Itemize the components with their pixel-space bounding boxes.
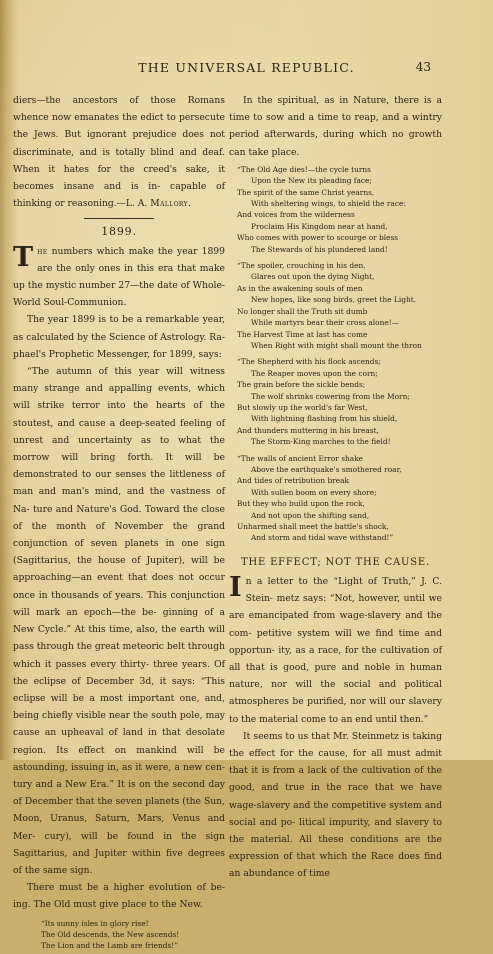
left-paragraph-1	[13, 92, 225, 212]
poem-line: With lightning flashing from his shield,	[251, 414, 398, 424]
poem-line: And tides of retribution break	[237, 476, 349, 486]
poem-stanza	[237, 453, 442, 544]
drop-cap-i: I	[229, 572, 242, 604]
left-paragraph-2-text: numbers which make the year 1899 are the only ones in this era that make up the mystic number 27—the date of Whole-World Soul-Communion.	[13, 245, 225, 309]
right-paragraph-3: It seems to us that Mr. Steinmetz is taking the effect for the cause, for all must admit that it is from a lack of the cultivation of the good, and true in the race that we have wage-slavery and the competitive system and social and po- litical impurity, and slavery to the material. All these conditions are the expression of that which the Race does find an abundance of time	[229, 730, 442, 880]
poem-line: Who comes with power to scourge or bless	[237, 233, 399, 243]
poem-line: The Reaper moves upon the corn;	[251, 368, 378, 378]
left-column	[13, 92, 225, 954]
poem-line: Above the earthquake's smothered roar,	[251, 464, 402, 474]
poem-line: “The Shepherd with his flock ascends;	[237, 357, 381, 367]
author-name: Mallory.	[150, 198, 192, 210]
poem-line: “The walls of ancient Error shake	[237, 453, 364, 463]
drop-cap-t: T	[13, 241, 34, 273]
poem-line: “The Old Age dies!—the cycle turns	[237, 164, 371, 174]
poem-line: And thunders muttering in his breast,	[237, 425, 379, 435]
poem-line: The Storm-King marches to the field!	[251, 437, 391, 447]
poem-line: With sheltering wings, to shield the race:	[251, 199, 406, 209]
right-paragraph-2-text: n a letter to the “Light of Truth,” J. C. Stein- metz says: “Not, however, until we are emancipated from wage-slavery and the com- petitive system will we find time and opportun- ity, as a race, for the cultivation of all that is good, pure and noble in human nature, nor will the social and political atmospheres be purified, nor will our slavery to the material come to an end until then.”	[229, 576, 442, 725]
poem-line: When Right with might shall mount the thron	[251, 340, 422, 350]
poem-line: No longer shall the Truth sit dumb	[237, 306, 368, 316]
poem-line: Proclaim His Kingdom near at hand,	[251, 221, 388, 231]
poem-line: As in the awakening souls of men	[237, 283, 363, 293]
page-header	[0, 60, 493, 76]
poem-line: Unharmed shall meet the battle's shock,	[237, 522, 389, 531]
poem-line: With sullen boom on every shore;	[251, 487, 377, 497]
poem-line: The grain before the sickle bends;	[237, 380, 366, 390]
left-poem	[13, 918, 225, 952]
poem-line: And storm and tidal wave withstand!”	[251, 533, 394, 543]
poem-line: And not upon the shifting sand,	[251, 510, 370, 520]
right-paragraph-2	[229, 573, 442, 728]
poem-stanza	[237, 356, 442, 447]
poem-line: But slowly up the world's far West,	[237, 402, 368, 412]
running-title: THE UNIVERSAL REPUBLIC.	[138, 60, 355, 75]
section-title-effect: THE EFFECT; NOT THE CAUSE.	[241, 556, 430, 568]
poem-line: The Lion and the Lamb are friends!”	[41, 941, 179, 951]
left-paragraph-4: “The autumn of this year will witness many strange and appalling events, which will strike terror into the hearts of the stoutest, and cause a deep-seated feeling of unrest and uncertainty as to what the morrow will bring forth. It will be demonstrated to our senses the littleness of man and man's mind, and the vastness of Na- ture and Nature's God. Toward the close of the month of November the grand conjunction of seven planets in one sign (Sagittarius, the house of Jupiter), will be approaching—an event that does not occur once in thousands of years. This conjunction will mark an epoch—the be- ginning of a New Cycle.” At this time, also, the earth will pass through the great meteoric belt through which it passes every thirty- three years. Of the eclipse of December 3d, it says: “This eclipse will be a most important one, and, being chiefly visible near the south pole, may cause an upheaval of land in that desolate region. Its effect on mankind will be astounding, issuing in, as it were, a new cen- tury and a New Era.” It is on the second day of December that the seven planets (the Sun, Moon, Uranus, Saturn, Mars, Venus and Mer- cury), will be found in the sign Sagittarius, and Jupiter within five degrees of the same sign.	[13, 366, 225, 876]
drop-cap-continuation: he	[37, 245, 48, 257]
poem-stanza	[237, 164, 442, 255]
poem-line: Glares out upon the dying Night,	[251, 272, 375, 282]
poem-stanza	[237, 260, 442, 351]
poem-line: The Old descends, the New ascends!	[41, 929, 180, 939]
left-paragraph-5: There must be a higher evolution of be- ing. The Old must give place to the New.	[13, 882, 225, 911]
right-poem	[229, 164, 442, 544]
left-paragraph-1-text: diers—the ancestors of those Romans whence now emanates the edict to persecute the Jews. But ignorant prejudice does not discriminate, and is totally blind and deaf. When it hates for the creed's sake, it becomes insane and is in- capable of thinking or reasoning.—L. A.	[13, 95, 225, 210]
poem-line: But they who build upon the rock,	[237, 499, 365, 509]
poem-line: Upon the New its pleading face;	[251, 176, 372, 186]
poem-line: While martyrs bear their cross alone!—	[251, 318, 400, 328]
poem-line: The Stewards of his plundered land!	[251, 244, 388, 254]
poem-line: The spirit of the same Christ yearns,	[237, 187, 375, 197]
poem-line: “Its sunny isles in glory rise!	[41, 918, 149, 928]
left-paragraph-3: The year 1899 is to be a remarkable year, as calculated by the Science of Astrology. Ra- phael's Prophetic Messenger, for 1899, says:	[13, 314, 225, 360]
poem-line: “The spoiler, crouching in his den,	[237, 261, 366, 271]
left-paragraph-2	[13, 243, 225, 312]
poem-line: The Harvest Time at last has come	[237, 329, 368, 339]
poem-line: The wolf shrinks cowering from the Morn;	[251, 391, 410, 401]
poem-line: New hopes, like song birds, greet the Light.	[251, 295, 417, 305]
section-title-1899: 1899.	[101, 225, 137, 239]
poem-line: And voices from the wilderness	[237, 210, 355, 220]
right-paragraph-1: In the spiritual, as in Nature, there is a time to sow and a time to reap, and a wintry period afterwards, during which no growth can take place.	[229, 95, 442, 158]
right-column	[229, 92, 442, 883]
section-divider	[84, 218, 154, 219]
page-number: 43	[415, 60, 431, 74]
